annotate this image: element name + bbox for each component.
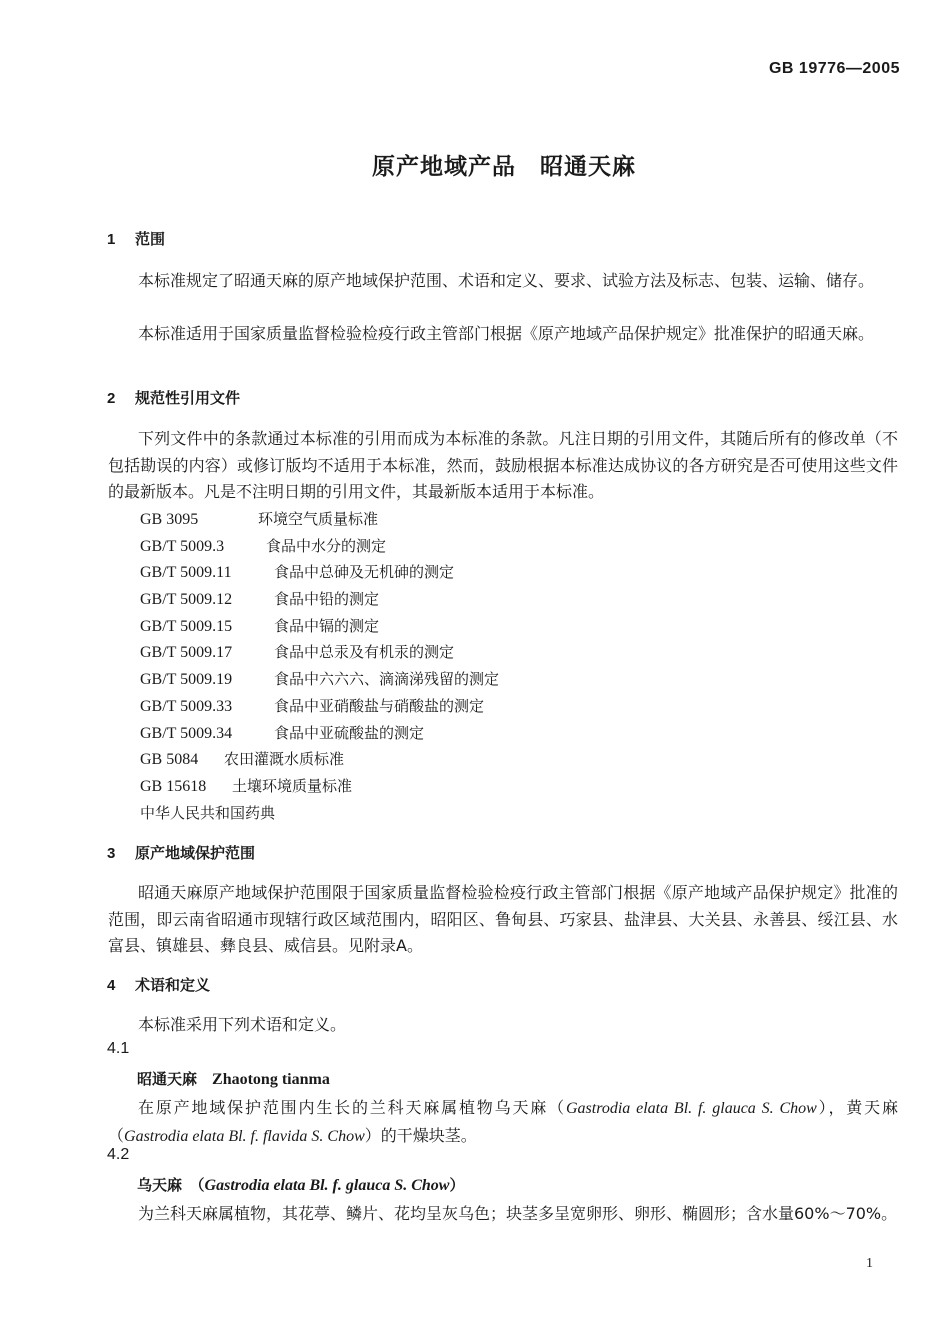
normative-references-list (140, 506, 499, 826)
standard-code: GB 19776—2005 (768, 60, 900, 77)
term-latin-name: Gastrodia elata Bl. f. glauca S. Chow (204, 1177, 450, 1194)
reference-item (140, 586, 499, 613)
reference-title: 食品中六六六、滴滴涕残留的测定 (274, 670, 500, 689)
reference-title: 食品中总汞及有机汞的测定 (274, 643, 455, 662)
reference-item (140, 639, 499, 666)
reference-item (140, 506, 499, 533)
definition-text: 在原产地域保护范围内生长的兰科天麻属植物乌天麻（ (138, 1098, 566, 1117)
section-title: 原产地域保护范围 (135, 844, 256, 862)
paren-close: ） (449, 1176, 465, 1194)
reference-title: 中华人民共和国药典 (140, 803, 276, 822)
definition-text: ）的干燥块茎。 (364, 1125, 477, 1145)
section-title: 术语和定义 (135, 976, 211, 994)
reference-title: 环境空气质量标准 (258, 510, 379, 528)
section-title: 范围 (135, 230, 166, 248)
section-2-heading (107, 387, 240, 408)
reference-code: GB/T 5009.17 (140, 644, 233, 662)
reference-code: GB/T 5009.34 (140, 724, 233, 742)
section-number: 1 (107, 231, 116, 248)
term-4-2-definition: 为兰科天麻属植物，其花葶、鳞片、花均呈灰乌色；块茎多呈宽卵形、卵形、椭圆形；含水量60%～70%。 (138, 1204, 898, 1223)
reference-item (140, 800, 499, 827)
reference-item (140, 533, 499, 560)
latin-name: Gastrodia elata Bl. f. flavida S. Chow (124, 1127, 365, 1145)
reference-code: GB 5084 (140, 751, 199, 769)
reference-title: 食品中亚硫酸盐的测定 (274, 723, 425, 742)
reference-title: 食品中铅的测定 (274, 590, 380, 609)
section-2-paragraph-1: 下列文件中的条款通过本标准的引用而成为本标准的条款。凡注日期的引用文件，其随后所有的修改单（不包括勘误的内容）或修订版均不适用于本标准，然而，鼓励根据本标准达成协议的各方研究是否可使用这些文件的最新版本。凡是不注明日期的引用文件，其最新版本适用于本标准。 (108, 429, 898, 501)
definition-text: ），黄天麻（ (108, 1098, 898, 1145)
reference-code: GB/T 5009.33 (140, 697, 233, 715)
reference-code: GB/T 5009.11 (140, 564, 232, 582)
reference-title: 土壤环境质量标准 (232, 776, 353, 795)
section-1-heading (107, 228, 165, 249)
term-chinese-name: 乌天麻 (137, 1176, 183, 1194)
term-chinese-name: 昭通天麻 (137, 1070, 198, 1088)
reference-item (140, 720, 499, 747)
reference-item (140, 746, 499, 773)
section-number: 2 (107, 390, 116, 407)
term-4-2-number: 4.2 (107, 1146, 130, 1163)
reference-title: 食品中水分的测定 (266, 536, 387, 555)
paren-open: （ (197, 1176, 205, 1194)
term-4-1-number: 4.1 (107, 1040, 130, 1057)
section-3-heading (107, 842, 255, 863)
reference-item (140, 773, 499, 800)
reference-title: 农田灌溉水质标准 (224, 750, 345, 769)
reference-title: 食品中总砷及无机砷的测定 (274, 563, 455, 582)
reference-code: GB 15618 (140, 777, 207, 795)
reference-code: GB/T 5009.3 (140, 537, 225, 555)
reference-code: GB/T 5009.12 (140, 591, 233, 609)
section-number: 4 (107, 977, 116, 994)
section-3-paragraph-1: 昭通天麻原产地域保护范围限于国家质量监督检验检疫行政主管部门根据《原产地域产品保护规定》批准的范围，即云南省昭通市现辖行政区域范围内，昭阳区、鲁甸县、巧家县、盐津县、大关县、永善县、绥江县、水富县、镇雄县、彝良县、威信县。见附录A。 (108, 883, 898, 955)
reference-item (140, 613, 499, 640)
page-number: 1 (866, 1256, 873, 1271)
document-title: 原产地域产品 昭通天麻 (372, 154, 636, 180)
reference-item (140, 693, 499, 720)
section-1-paragraph-1: 本标准规定了昭通天麻的原产地域保护范围、术语和定义、要求、试验方法及标志、包装、运输、储存。 (138, 271, 875, 290)
reference-code: GB 3095 (140, 511, 199, 528)
reference-item (140, 666, 499, 693)
term-4-2-heading (137, 1174, 464, 1195)
reference-code: GB/T 5009.15 (140, 617, 233, 635)
section-1-paragraph-2: 本标准适用于国家质量监督检验检疫行政主管部门根据《原产地域产品保护规定》批准保护的昭通天麻。 (138, 324, 875, 343)
term-4-1-heading (137, 1068, 330, 1089)
section-number: 3 (107, 845, 116, 862)
term-4-1-definition (108, 1095, 898, 1150)
section-title: 规范性引用文件 (135, 389, 241, 407)
reference-title: 食品中亚硝酸盐与硝酸盐的测定 (274, 696, 485, 715)
term-english-name: Zhaotong tianma (212, 1071, 330, 1088)
latin-name: Gastrodia elata Bl. f. glauca S. Chow (565, 1100, 817, 1117)
reference-item (140, 559, 499, 586)
section-4-paragraph-1: 本标准采用下列术语和定义。 (138, 1015, 347, 1034)
reference-code: GB/T 5009.19 (140, 671, 233, 689)
reference-title: 食品中镉的测定 (274, 616, 380, 635)
section-4-heading (107, 974, 210, 995)
